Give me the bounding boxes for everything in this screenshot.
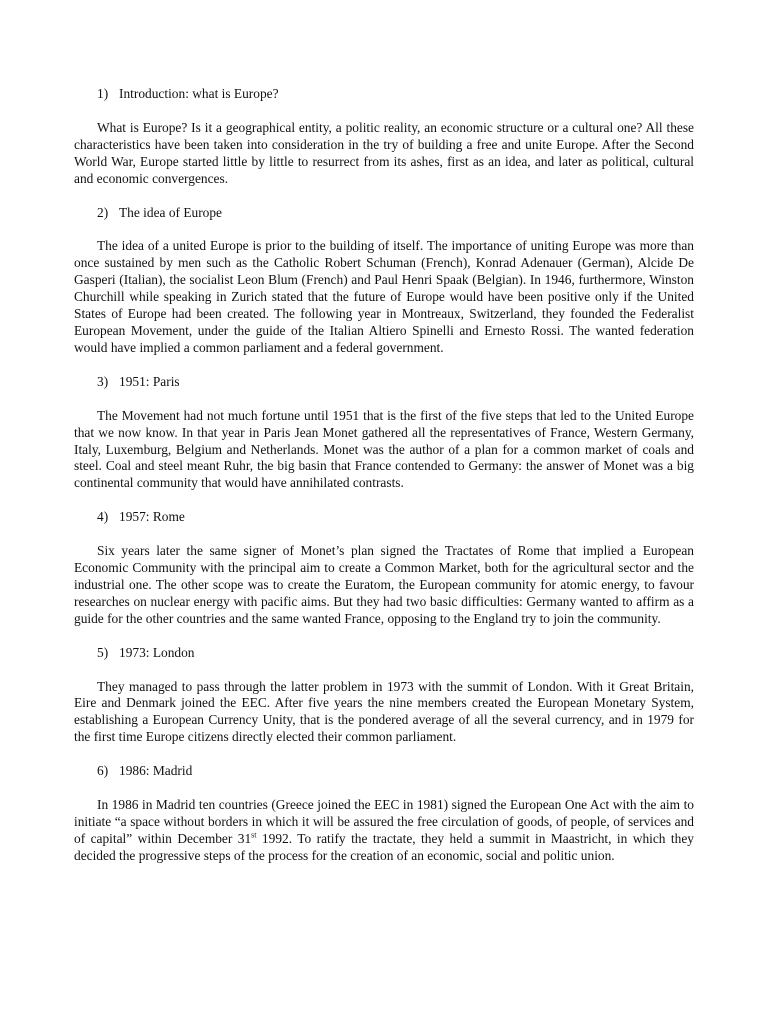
section-paragraph-rome: Six years later the same signer of Monet’s plan signed the Tractates of Rome that implied a European Economic Community with the principal aim to create a Common Market, both for the agricultural sector and the industrial one. The other scope was to create the Euratom, the European community for atomic energy, to favour researches on nuclear energy with pacific aims. But they had two basic difficulties: Germany wanted to affirm as a guide for the other countries and the same wanted France, opposing to the England try to join the community. — [74, 543, 694, 626]
section-heading-rome — [74, 509, 694, 526]
section-number: 3) — [97, 373, 109, 389]
section-heading-idea-of-europe — [74, 205, 694, 222]
paragraph-text: 1992. To ratify the tractate, they held a summit in Maastricht, in which they decided the progressive steps of the process for the creation of an economic, social and politic union. — [74, 830, 694, 863]
section-title: 1957: Rome — [119, 509, 185, 525]
section-paragraph-idea-of-europe: The idea of a united Europe is prior to the building of itself. The importance of uniting Europe was more than once sustained by men such as the Catholic Robert Schuman (French), Konrad Adenauer (German), Alcide De Gasperi (Italian), the socialist Leon Blum (French) and Paul Henri Spaak (Belgian). In 1946, furthermore, Winston Churchill while speaking in Zurich stated that the future of Europe would have been positive only if the United States of Europe had been created. The following year in Montreaux, Switzerland, they founded the Federalist European Movement, under the guide of the Italian Altiero Spinelli and Ernesto Rossi. The wanted federation would have implied a common parliament and a federal government. — [74, 238, 694, 355]
section-number: 5) — [97, 644, 109, 660]
section-number: 2) — [97, 204, 109, 220]
section-title: 1973: London — [119, 644, 195, 660]
section-number: 4) — [97, 509, 109, 525]
section-paragraph-madrid — [74, 797, 694, 865]
section-number: 6) — [97, 763, 109, 779]
section-heading-london — [74, 645, 694, 662]
section-title: Introduction: what is Europe? — [119, 86, 279, 101]
section-paragraph-paris: The Movement had not much fortune until 1951 that is the first of the five steps that led to the United Europe that we now know. In that year in Paris Jean Monet gathered all the representatives of France, Western Germany, Italy, Luxemburg, Belgium and Netherlands. Monet was the author of a plan for a common market of coals and steel. Coal and steel meant Ruhr, the big basin that France contended to Germany: the answer of Monet was a big continental community that would have annihilated contrasts. — [74, 407, 694, 491]
section-title: 1986: Madrid — [119, 763, 193, 779]
section-title: The idea of Europe — [119, 204, 222, 220]
section-paragraph-introduction: What is Europe? Is it a geographical entity, a politic reality, an economic structure or a cultural one? All these characteristics have been taken into consideration in the try of building a free and unite Europe. After the Second World War, Europe started little by little to resurrect from its ashes, first as an idea, and later as political, cultural and economic convergences. — [74, 119, 694, 186]
section-title: 1951: Paris — [119, 373, 180, 389]
section-heading-introduction — [74, 86, 694, 103]
document-page — [74, 86, 694, 882]
section-heading-paris — [74, 374, 694, 391]
section-number: 1) — [97, 86, 109, 101]
paragraph-text: In 1986 in Madrid ten countries (Greece joined the EEC in 1981) signed the European One Act with the aim to initiate “a space without borders in which it will be assured the free circulation of goods, of people, of services and of capital” within December 31 — [74, 797, 694, 846]
section-paragraph-london: They managed to pass through the latter problem in 1973 with the summit of London. With it Great Britain, Eire and Denmark joined the EEC. After five years the nine members created the European Monetary System, establishing a European Currency Unity, that is the pondered average of all the several currency, and in 1979 for the first time Europe citizens directly elected their common parliament. — [74, 678, 694, 745]
section-heading-madrid — [74, 763, 694, 780]
ordinal-suffix: st — [251, 830, 257, 840]
